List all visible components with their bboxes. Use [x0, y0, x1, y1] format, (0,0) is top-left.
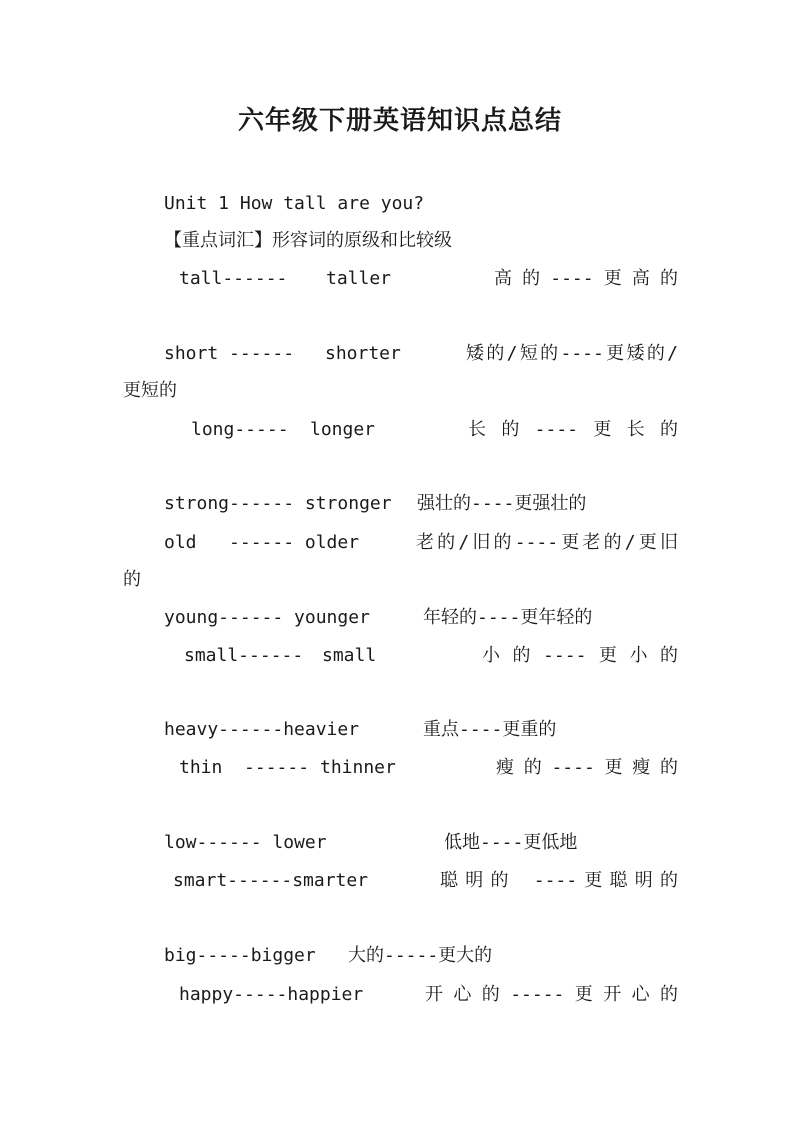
unit-heading: Unit 1 How tall are you?	[164, 193, 425, 214]
chinese-meaning: 老的/旧的----更老的/更旧	[416, 532, 678, 553]
adjective-base: short ------	[164, 343, 295, 364]
chinese-meaning: 长的----更长的	[468, 419, 678, 440]
adjective-pair: smart------smarter	[173, 870, 369, 891]
adjective-comparative: thinner	[320, 757, 396, 778]
chinese-meaning: 低地----更低地	[444, 832, 578, 853]
chinese-meaning-wrap: 更短的	[123, 380, 177, 401]
chinese-meaning: 强壮的----更强壮的	[417, 493, 587, 514]
adjective-base: tall------	[179, 268, 288, 289]
adjective-pair: big-----bigger	[164, 945, 316, 966]
adjective-pair: low------ lower	[164, 832, 327, 853]
adjective-base: small------	[184, 645, 304, 666]
chinese-meaning: 年轻的----更年轻的	[423, 607, 593, 628]
chinese-meaning: 聪明的 ----更聪明的	[440, 870, 678, 891]
vocab-row	[179, 267, 287, 291]
adjective-comparative: shorter	[325, 343, 401, 364]
adjective-pair: strong------ stronger	[164, 493, 392, 514]
adjective-pair: heavy------heavier	[164, 719, 360, 740]
section-heading: 【重点词汇】形容词的原级和比较级	[164, 230, 452, 251]
chinese-meaning: 瘦的----更瘦的	[496, 757, 678, 778]
adjective-comparative: taller	[326, 268, 392, 289]
chinese-meaning: 矮的/短的----更矮的/	[466, 343, 678, 364]
adjective-pair: young------ younger	[164, 607, 370, 628]
page-title: 六年级下册英语知识点总结	[237, 106, 562, 136]
chinese-meaning: 小的----更小的	[482, 645, 678, 666]
adjective-base: long-----	[191, 419, 289, 440]
chinese-meaning: 大的-----更大的	[348, 945, 493, 966]
chinese-meaning: 开心的-----更开心的	[425, 984, 678, 1005]
chinese-meaning-wrap: 的	[123, 569, 141, 590]
adjective-base: thin ------	[179, 757, 310, 778]
adjective-pair: old ------ older	[164, 532, 360, 553]
chinese-meaning: 重点----更重的	[423, 719, 557, 740]
adjective-comparative: small	[322, 645, 377, 666]
adjective-pair: happy-----happier	[179, 984, 364, 1005]
adjective-comparative: longer	[310, 419, 376, 440]
chinese-meaning: 高的----更高的	[494, 268, 678, 289]
